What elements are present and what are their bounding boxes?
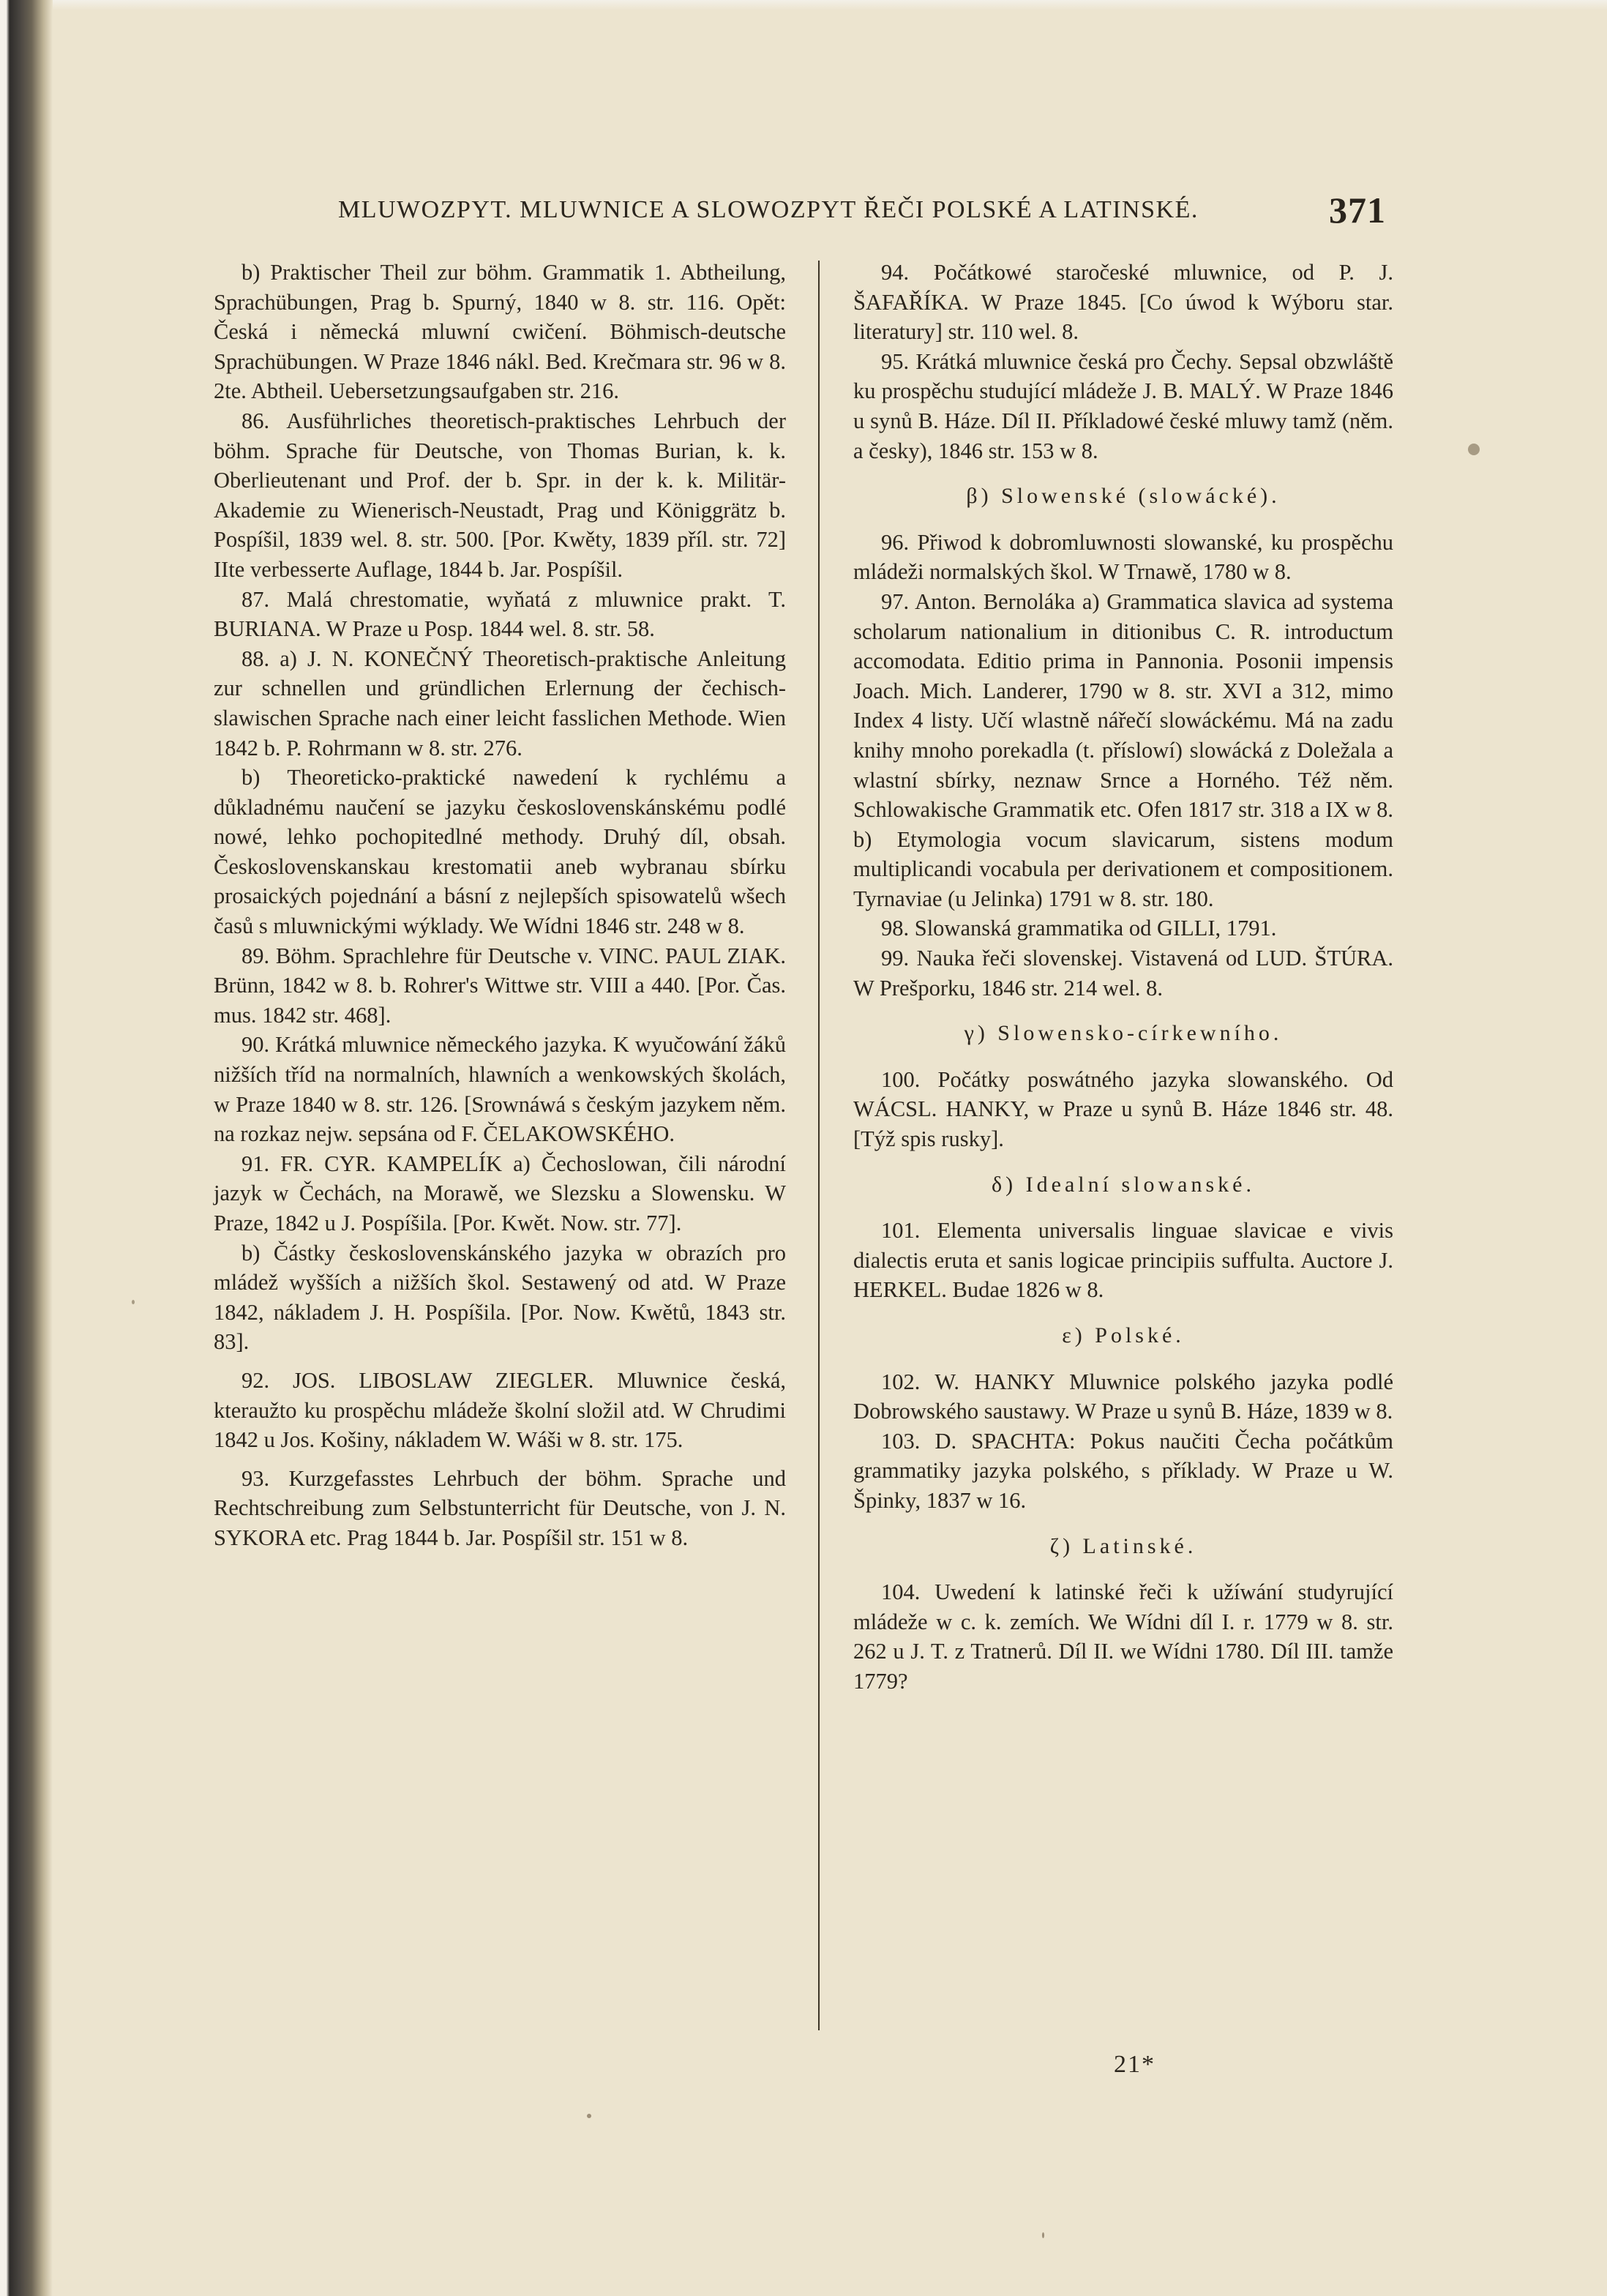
entry: 86. Ausführliches theoretisch-praktisches Lehrbuch der böhm. Sprache für Deutsche, von Thomas Burian, k. k. Oberlieutenant und Prof. der b. Spr. in der k. k. Militär-Akademie zu Wienerisch-Neustadt, Prag und Königgrätz b. Pospíšil, 1839 wel. 8. str. 500. [Por. Kwěty, 1839 příl. str. 72] IIte verbesserte Auflage, 1844 b. Jar. Pospíšil. [214,408,786,582]
entry: 104. Uwedení k latinské řeči k užíwání studyrující mládeže w c. k. zemích. We Wídni díl I. r. 1779 w 8. str. 262 u J. T. z Tratnerů. Díl II. we Wídni 1780. Díl III. tamže 1779? [853,1579,1393,1694]
entry: b) Částky československánského jazyka w obrazích pro mládež wyšších a nižších škol. Sestawený od atd. W Praze 1842, nákladem J. H. Pospíšila. [Por. Now. Kwětů, 1843 str. 83]. [214,1240,786,1355]
paper-spot [1042,2232,1044,2238]
entry: 97. Anton. Bernoláka a) Grammatica slavica ad systema scholarum nationalium in ditionibus C. R. introductum accomodata. Editio prima in Pannonia. Posonii impensis Joach. Mich. Landerer, 1790 w 8. str. XVI a 312, mimo Index 4 listy. Učí wlastně nářečí slowáckému. Má na zadu knihy mnoho porekadla (t. příslowí) slowácká z Doležala a wlastní sbírky, neznaw Srnce a Horného. Též něm. Schlowakische Grammatik etc. Ofen 1817 str. 318 a IX w 8. b) Etymologia vocum slavicarum, sistens modum multiplicandi vocabula per derivationem et compositionem. Tyrnaviae (u Jelinka) 1791 w 8. str. 180. [853,588,1393,911]
book-binding-edge [0,0,53,2296]
entry: 91. FR. CYR. KAMPELÍK a) Čechoslowan, čili národní jazyk w Čechách, na Morawě, we Slezsku a Slowensku. W Praze, 1842 u J. Pospíšila. [Por. Kwět. Now. str. 77]. [214,1151,786,1235]
entry: 92. JOS. LIBOSLAW ZIEGLER. Mluwnice česká, kteraužto ku prospěchu mládeže školní složil atd. W Chrudimi 1842 u Jos. Košiny, nákladem W. Wáši w 8. str. 175. [214,1367,786,1453]
left-column [214,258,786,1553]
section-heading: ε) Polské. [1062,1323,1185,1347]
entry: 99. Nauka řeči slovenskej. Vistavená od LUD. ŠTÚRA. W Prešporku, 1846 str. 214 wel. 8. [853,946,1393,1001]
paper-spot [587,2114,591,2118]
paper-spot [1468,444,1480,455]
entry: 103. D. SPACHTA: Pokus naučiti Čecha počátkům grammatiky jazyka polského, s příklady. W Praze u W. Špinky, 1837 w 16. [853,1428,1393,1513]
entry: 102. W. HANKY Mluwnice polského jazyka podlé Dobrowského saustawy. W Praze u synů B. Háze, 1839 w 8. [853,1369,1393,1424]
page-number: 371 [1329,190,1386,231]
entry: 94. Počátkowé staročeské mluwnice, od P. J. ŠAFAŘÍKA. W Praze 1845. [Co úwod k Wýboru star. literatury] str. 110 wel. 8. [853,260,1393,345]
entry: 93. Kurzgefasstes Lehrbuch der böhm. Sprache und Rechtschreibung zum Selbstunterricht für Deutsche, von J. N. SYKORA etc. Prag 1844 b. Jar. Pospíšil str. 151 w 8. [214,1465,786,1550]
section-heading: δ) Idealní slowanské. [992,1172,1255,1197]
entry: 95. Krátká mluwnice česká pro Čechy. Sepsal obzwláště ku prospěchu studující mládeže J. B. MALÝ. W Praze 1846 u synů B. Háze. Díl II. Příkladowé české mluwy tamž (něm. a česky), 1846 str. 153 w 8. [853,348,1393,463]
entry: 90. Krátká mluwnice německého jazyka. K wyučowání žáků nižších tříd na normalních, hlawních a wenkowských školách, w Praze 1840 w 8. str. 126. [Srownáwá s českým jazykem něm. na rozkaz nejw. sepsána od F. ČELAKOWSKÉHO. [214,1032,786,1147]
entry: 96. Přiwod k dobromluwnosti slowanské, ku prospěchu mládeži normalských škol. W Trnawě, 1780 w 8. [853,529,1393,585]
section-heading: ζ) Latinské. [1049,1533,1197,1558]
column-divider [818,261,820,2030]
entry: 87. Malá chrestomatie, wyňatá z mluwnice prakt. T. BURIANA. W Praze u Posp. 1844 wel. 8. str. 58. [214,586,786,642]
entry: 101. Elementa universalis linguae slavicae e vivis dialectis eruta et sanis logicae principiis suffulta. Auctore J. HERKEL. Budae 1826 w 8. [853,1218,1393,1303]
entry: 88. a) J. N. KONEČNÝ Theoretisch-praktische Anleitung zur schnellen und gründlichen Erlernung der čechisch-slawischen Sprache nach einer leicht fasslichen Methode. Wien 1842 b. P. Rohrmann w 8. str. 276. [214,646,786,760]
running-head: MLUWOZPYT. MLUWNICE A SLOWOZPYT ŘEČI POLSKÉ A LATINSKÉ. [338,196,1199,223]
section-heading: γ) Slowensko-církewního. [964,1021,1283,1046]
page-top-edge [53,0,1607,10]
entry: 89. Böhm. Sprachlehre für Deutsche v. VINC. PAUL ZIAK. Brünn, 1842 w 8. b. Rohrer's Wittwe str. VIII a 440. [Por. Čas. mus. 1842 str. 468]. [214,943,786,1028]
paper-spot [132,1300,135,1304]
signature-mark: 21* [1114,2051,1155,2078]
right-column [853,258,1393,1697]
entry: 100. Počátky poswátného jazyka slowanského. Od WÁCSL. HANKY, w Praze u synů B. Háze 1846 str. 48. [Týž spis rusky]. [853,1066,1393,1152]
page-header [338,189,1386,240]
section-heading: β) Slowenské (slowácké). [966,484,1281,509]
entry: 98. Slowanská grammatika od GILLI, 1791. [881,916,1277,941]
entry: b) Theoreticko-praktické nawedení k rychlému a důkladnému naučení se jazyku československánskému podlé nowé, lehko pochopitedlné methody. Druhý díl, obsah. Československanskau krestomatii aneb wybranau sbírku prosaických pojednání a básní z nejlepších spisowatelů wšech časů s mluwnickými wýklady. We Wídni 1846 str. 248 w 8. [214,765,786,939]
entry: b) Praktischer Theil zur böhm. Grammatik 1. Abtheilung, Sprachübungen, Prag b. Spurný, 1840 w 8. str. 116. Opět: Česká i německá mluwní cwičení. Böhmisch-deutsche Sprachübungen. W Praze 1846 nákl. Bed. Krečmara str. 96 w 8. 2te. Abtheil. Uebersetzungsaufgaben str. 216. [214,260,786,404]
